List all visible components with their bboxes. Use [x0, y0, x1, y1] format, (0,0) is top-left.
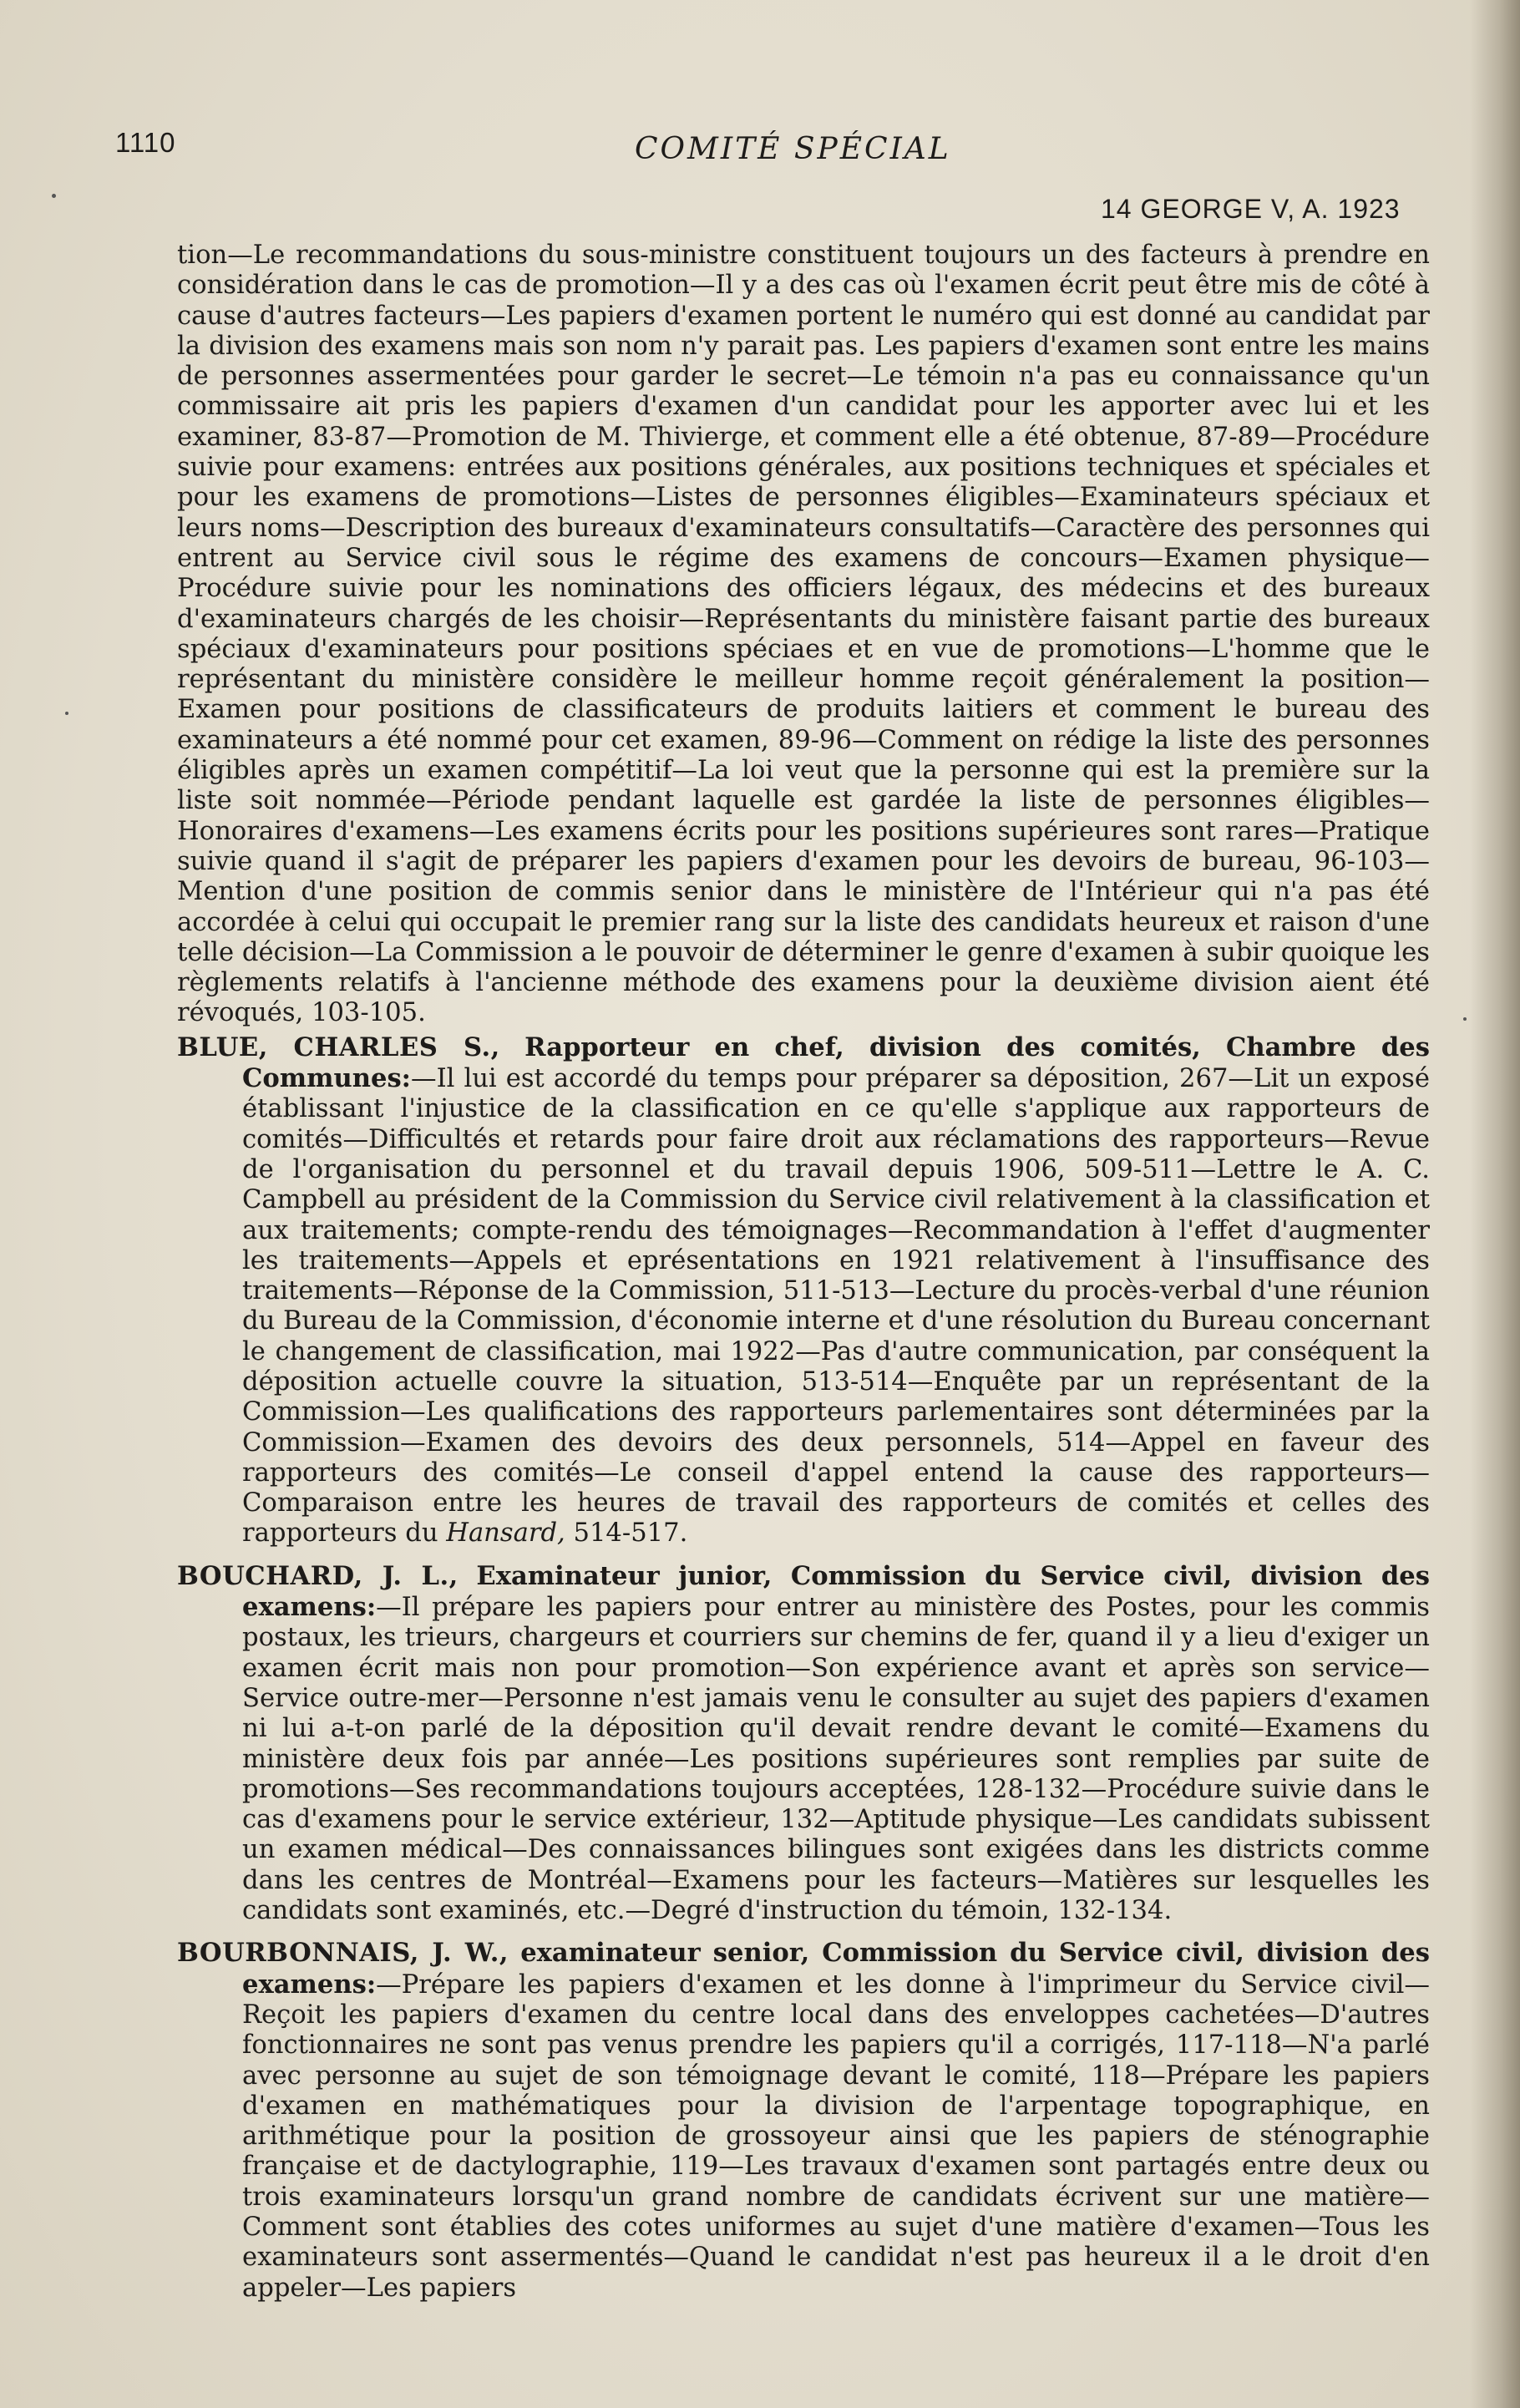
entry-paragraph [177, 1560, 1430, 1927]
index-entry-blue [177, 1032, 1430, 1549]
continuation-paragraph [177, 241, 1430, 1029]
entry-role: Rapporteur en chef, division des comités, Chambre des Communes: [242, 1032, 1430, 1094]
entry-headword: BOURBONNAIS, J. W., [177, 1938, 509, 1969]
entry-headword: BOUCHARD, J. L., [177, 1560, 459, 1591]
page-gutter-shadow [1470, 0, 1520, 2408]
entry-body-end: 514-517. [565, 1518, 688, 1549]
volume-info: 14 GEORGE V, A. 1923 [1101, 194, 1401, 224]
speck [1463, 1017, 1467, 1021]
entry-paragraph [177, 1938, 1430, 2304]
entry-role: Examinateur junior, Commission du Service civil, division des examens: [242, 1560, 1430, 1623]
running-title: COMITÉ SPÉCIAL [635, 132, 951, 166]
entry-body-italic: Hansard, [446, 1518, 565, 1549]
entry-body: —Prépare les papiers d'examen et les donne à l'imprimeur du Service civil—Reçoit les papiers d'examen du centre local dans des enveloppes cachetées—D'autres fonctionnaires ne sont pas venus prendre les papiers qu'il a corrigés, 117-118—N'a parlé avec personne au sujet de son témoignage devant le comité, 118—Prépare les papiers d'examen en mathématiques pour la division de l'arpentage topographique, en arithmétique pour la position de grossoyeur ainsi que les papiers de sténographie française et de dactylographie, 119—Les travaux d'examen sont partagés entre deux ou trois examinateurs lorsqu'un grand nombre de candidats écrivent sur une matière—Comment sont établies des cotes uniformes au sujet d'une matière d'examen—Tous les examinateurs sont assermentés—Quand le candidat n'est pas heureux il a le droit d'en appeler—Les papiers [242, 1969, 1430, 2303]
entry-body: —Il lui est accordé du temps pour préparer sa déposition, 267—Lit un exposé établissant l'injustice de la classification en ce qu'elle s'applique aux rapporteurs de comités—Difficultés et retards pour faire droit aux réclamations des rapporteurs—Revue de l'organisation du personnel et du travail depuis 1906, 509-511—Lettre le A. C. Campbell au président de la Commission du Service civil relativement à la classification et aux traitements; compte-rendu des témoignages—Recommandation à l'effet d'augmenter les traitements—Appels et eprésentations en 1921 relativement à l'insuffisance des traitements—Réponse de la Commission, 511-513—Lecture du procès-verbal d'une réunion du Bureau de la Commission, d'économie interne et d'une résolution du Bureau concernant le changement de classification, mai 1922—Pas d'autre communication, par conséquent la déposition actuelle couvre la situation, 513-514—Enquête par un représentant de la Commission—Les qualifications des rapporteurs parlementaires sont déterminées par la Commission—Examen des devoirs des deux personnels, 514—Appel en faveur des rapporteurs des comités—Le conseil d'appel entend la cause des rapporteurs—Comparaison entre les heures de travail des rapporteurs de comités et celles des rapporteurs du [242, 1064, 1430, 1549]
index-entry-bourbonnais [177, 1938, 1430, 2304]
index-entry-bouchard [177, 1561, 1430, 1927]
page-number: 1110 [115, 127, 176, 158]
speck [52, 194, 56, 198]
continuation-text: tion—Le recommandations du sous-ministre constituent toujours un des facteurs à prendre en considération dans le cas de promotion—Il y a des cas où l'examen écrit peut être mis de côté à cause d'autres facteurs—Les papiers d'examen portent le numéro qui est donné au candidat par la division des examens mais son nom n'y parait pas. Les papiers d'examen sont entre les mains de personnes assermentées pour garder le secret—Le témoin n'a pas eu connaissance qu'un commissaire ait pris les papiers d'examen d'un candidat pour les apporter avec lui et les examiner, 83-87—Promotion de M. Thivierge, et comment elle a été obtenue, 87-89—Procédure suivie pour examens: entrées aux positions générales, aux positions techniques et spéciales et pour les examens de promotions—Listes de personnes éligibles—Examinateurs spéciaux et leurs noms—Description des bureaux d'examinateurs consultatifs—Caractère des personnes qui entrent au Service civil sous le régime des examens de concours—Examen physique—Procédure suivie pour les nominations des officiers légaux, des médecins et des bureaux d'examinateurs chargés de les choisir—Représentants du ministère faisant partie des bureaux spéciaux d'examinateurs pour positions spéciaes et en vue de promotions—L'homme que le représentant du ministère considère le meilleur homme reçoit généralement la position—Examen pour positions de classificateurs de produits laitiers et comment le bureau des examinateurs a été nommé pour cet examen, 89-96—Comment on rédige la liste des personnes éligibles après un examen compétitif—La loi veut que la personne qui est la première sur la liste soit nommée—Période pendant laquelle est gardée la liste de personnes éligibles—Honoraires d'examens—Les examens écrits pour les positions supérieures sont rares—Pratique suivie quand il s'agit de préparer les papiers d'examen pour les devoirs de bureau, 96-103—Mention d'une position de commis senior dans le ministère de l'Intérieur qui n'a pas été accordée à celui qui occupait le premier rang sur la liste des candidats heureux et raison d'une telle décision—La Commission a le pouvoir de déterminer le genre d'examen à subir quoique les règlements relatifs à l'ancienne méthode des examens pour la deuxième division aient été révoqués, 103-105. [177, 241, 1430, 1028]
entry-body: —Il prépare les papiers pour entrer au ministère des Postes, pour les commis postaux, les trieurs, chargeurs et courriers sur chemins de fer, quand il y a lieu d'exiger un examen écrit mais non pour promotion—Son expérience avant et après son service—Service outre-mer—Personne n'est jamais venu le consulter au sujet des papiers d'examen ni lui a-t-on parlé de la déposition qu'il devait rendre devant le comité—Examens du ministère deux fois par année—Les positions supérieures sont remplies par suite de promotions—Ses recommandations toujours acceptées, 128-132—Procédure suivie dans le cas d'examens pour le service extérieur, 132—Aptitude physique—Les candidats subissent un examen médical—Des connaissances bilingues sont exigées dans les districts comme dans les centres de Montréal—Examens pour les facteurs—Matières sur lesquelles les candidats sont examinés, etc.—Degré d'instruction du témoin, 132-134. [242, 1593, 1430, 1926]
entry-headword: BLUE, CHARLES S., [177, 1032, 500, 1062]
speck [65, 712, 68, 715]
index-text [177, 241, 1430, 2304]
entry-role: examinateur senior, Commission du Service civil, division des examens: [242, 1938, 1430, 2000]
entry-paragraph [177, 1032, 1430, 1549]
